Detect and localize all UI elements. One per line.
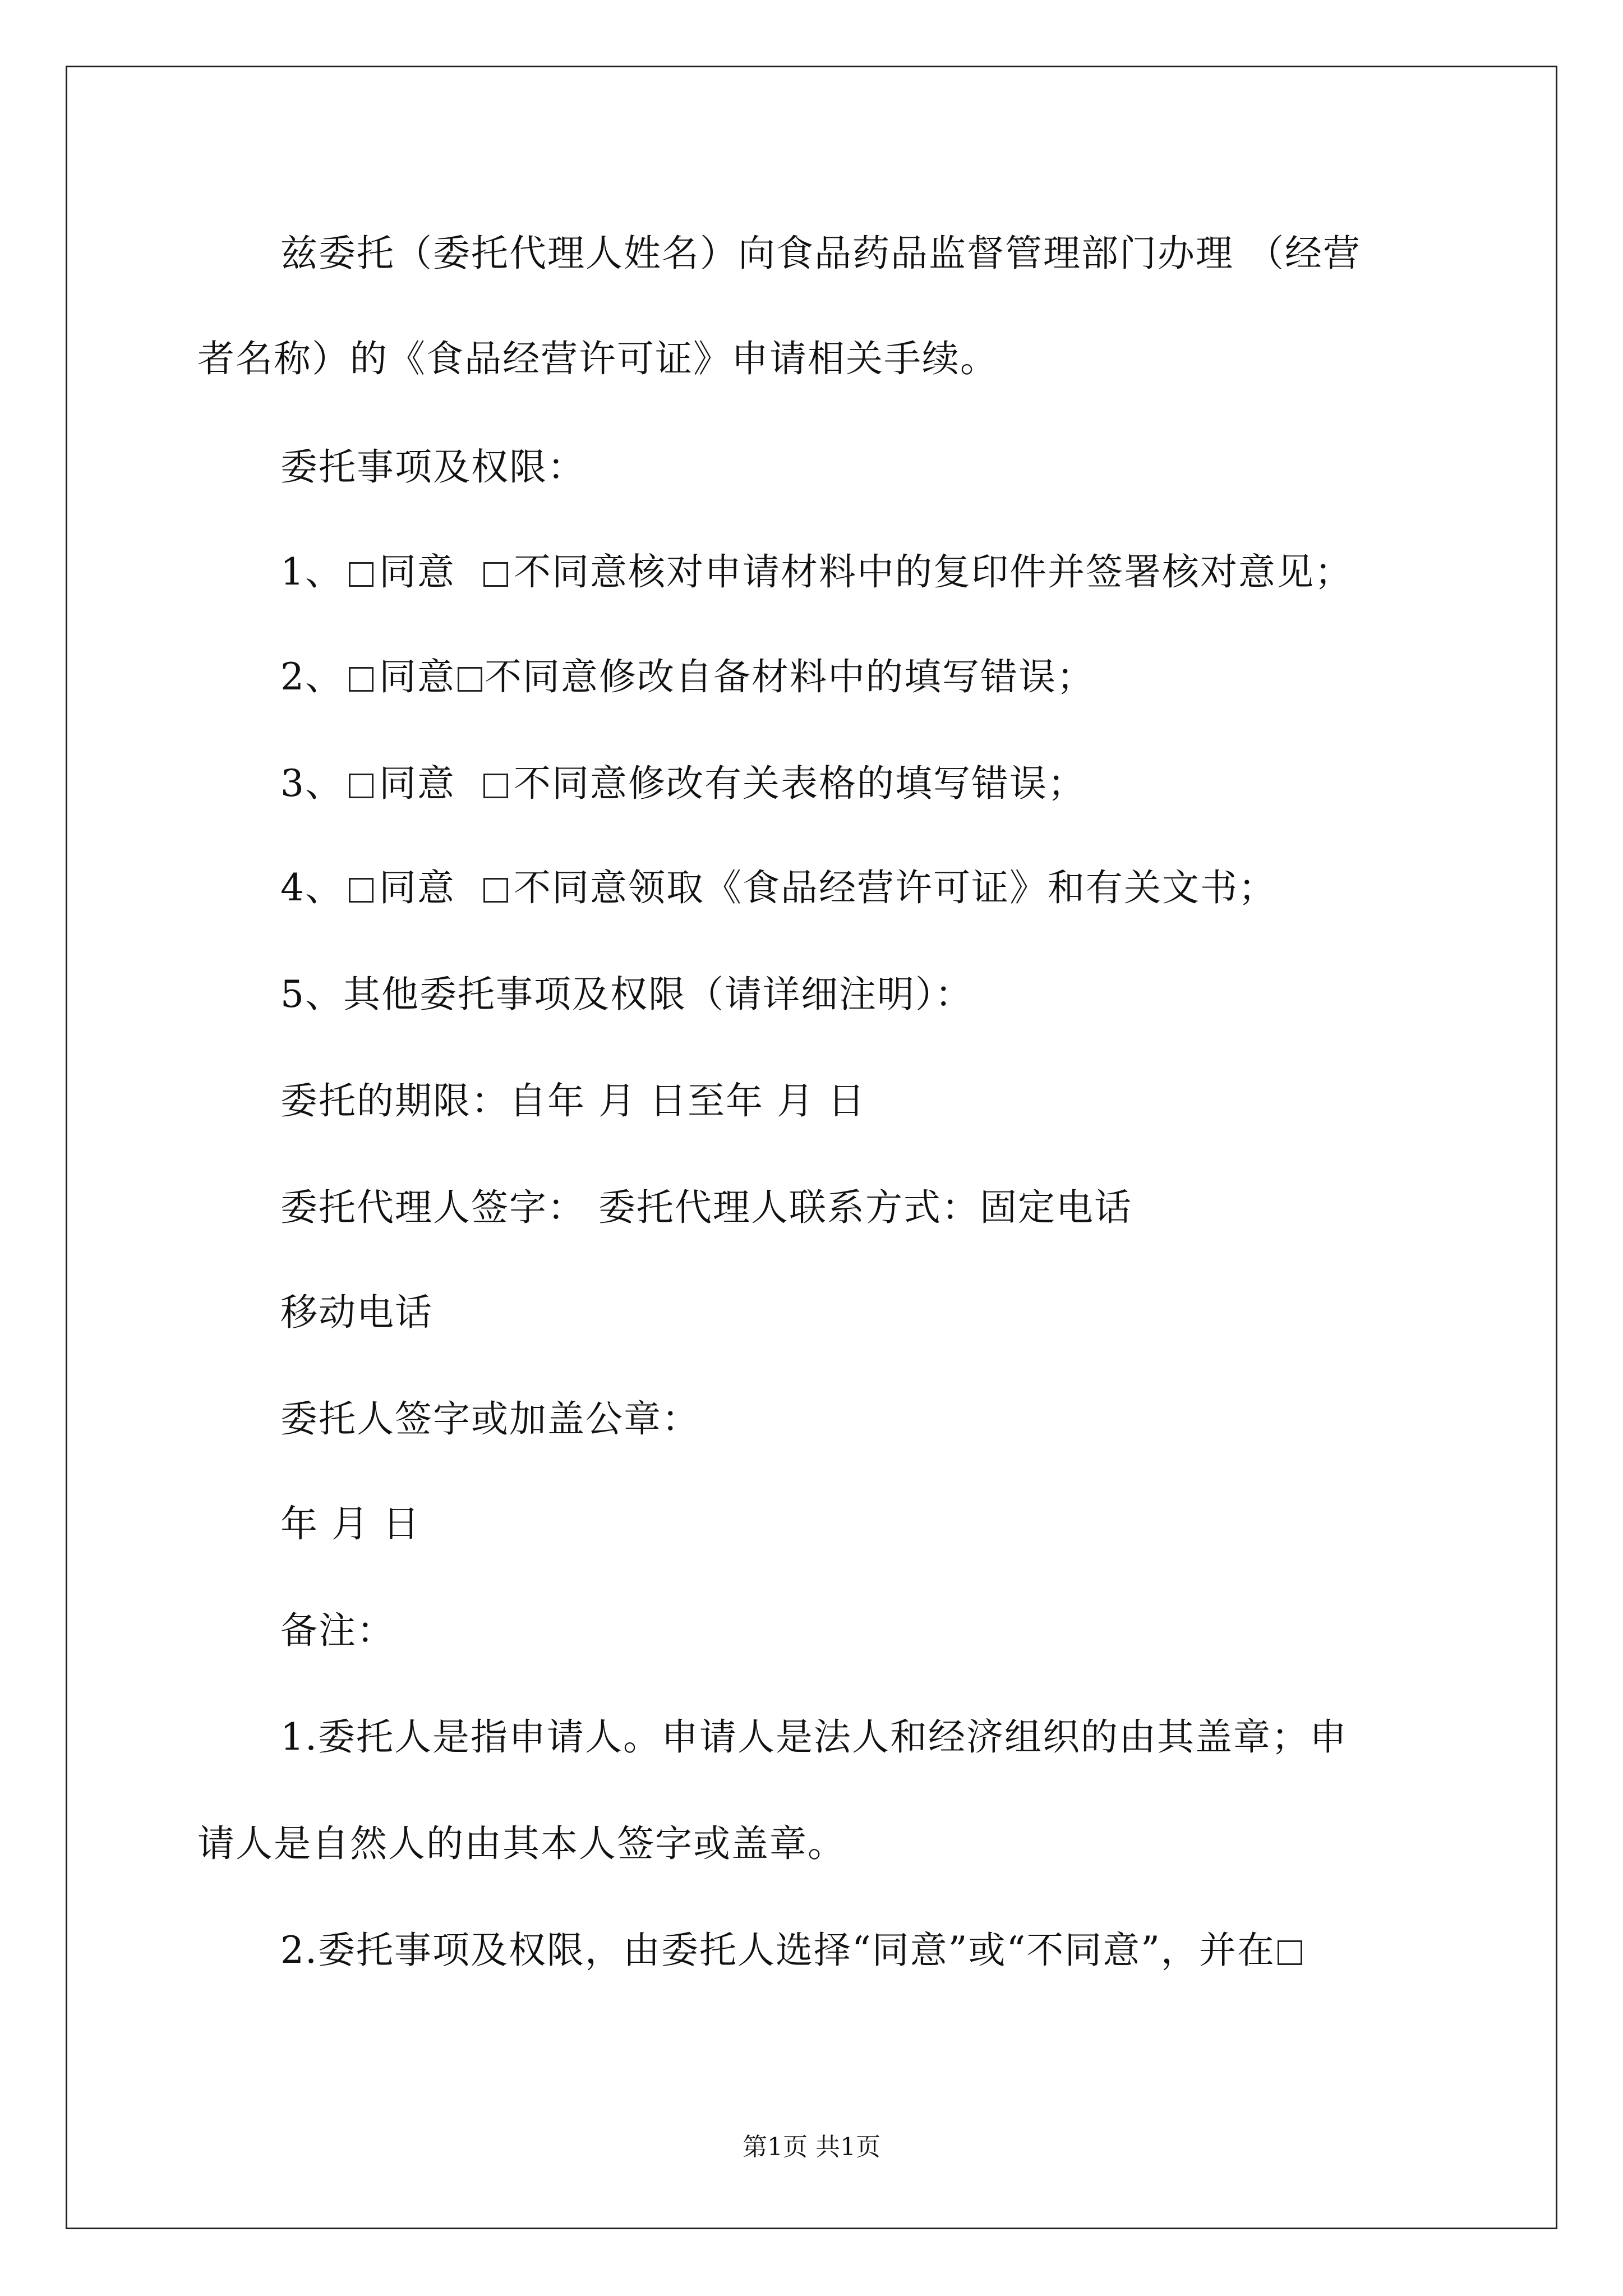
- item-2-number: 2、: [280, 655, 343, 698]
- agree-label-2: 同意: [379, 655, 455, 698]
- agree-label-3: 同意: [379, 762, 455, 805]
- checkbox-disagree-2[interactable]: [458, 667, 482, 692]
- checkbox-agree-3[interactable]: [349, 774, 374, 798]
- principal-signature-line: 委托人签字或加盖公章：: [280, 1397, 700, 1441]
- date-line: 年 月 日: [280, 1502, 421, 1545]
- paragraph-intro-line1: 兹委托（委托代理人姓名）向食品药品监督管理部门办理 （经营: [280, 232, 1361, 275]
- item-4-number: 4、: [280, 866, 343, 909]
- note-2-text: 2.委托事项及权限，由委托人选择“同意”或“不同意”，并在: [280, 1929, 1275, 1972]
- checkbox-disagree-3[interactable]: [483, 774, 508, 798]
- mobile-phone-line: 移动电话: [280, 1291, 433, 1334]
- item-5: 5、其他委托事项及权限（请详细注明）：: [280, 973, 973, 1016]
- item-3-text: 不同意修改有关表格的填写错误；: [514, 762, 1086, 805]
- item-1-number: 1、: [280, 550, 343, 593]
- scope-heading: 委托事项及权限：: [280, 445, 585, 489]
- item-1-text: 不同意核对申请材料中的复印件并签署核对意见；: [514, 550, 1353, 593]
- checkbox-agree-4[interactable]: [349, 878, 374, 903]
- paragraph-intro-line2: 者名称）的《食品经营许可证》申请相关手续。: [197, 337, 998, 380]
- page-border: [66, 66, 1557, 2229]
- checkbox-agree-1[interactable]: [349, 562, 374, 587]
- checkbox-agree-2[interactable]: [349, 667, 374, 692]
- agent-signature-line: 委托代理人签字： 委托代理人联系方式：固定电话: [280, 1186, 1132, 1229]
- agree-label-4: 同意: [379, 866, 455, 909]
- notes-heading: 备注：: [280, 1609, 395, 1652]
- delegation-period: 委托的期限：自年 月 日至年 月 日: [280, 1079, 866, 1122]
- item-4-text: 不同意领取《食品经营许可证》和有关文书；: [514, 866, 1276, 909]
- item-1: [280, 550, 1353, 595]
- item-4: [280, 866, 1276, 910]
- agree-label-1: 同意: [379, 550, 455, 593]
- item-3-number: 3、: [280, 762, 343, 805]
- checkbox-disagree-1[interactable]: [483, 562, 508, 587]
- checkbox-note: [1278, 1940, 1302, 1965]
- checkbox-disagree-4[interactable]: [483, 878, 508, 903]
- note-1-line2: 请人是自然人的由其本人签字或盖章。: [197, 1822, 846, 1865]
- item-3: [280, 761, 1086, 806]
- page-footer: 第1页 共1页: [743, 2133, 880, 2161]
- item-2: [280, 655, 1095, 700]
- item-2-text: 不同意修改自备材料中的填写错误；: [485, 655, 1095, 698]
- note-2-line1: [280, 1928, 1302, 1973]
- note-1-line1: 1.委托人是指申请人。申请人是法人和经济组织的由其盖章；申: [280, 1715, 1348, 1759]
